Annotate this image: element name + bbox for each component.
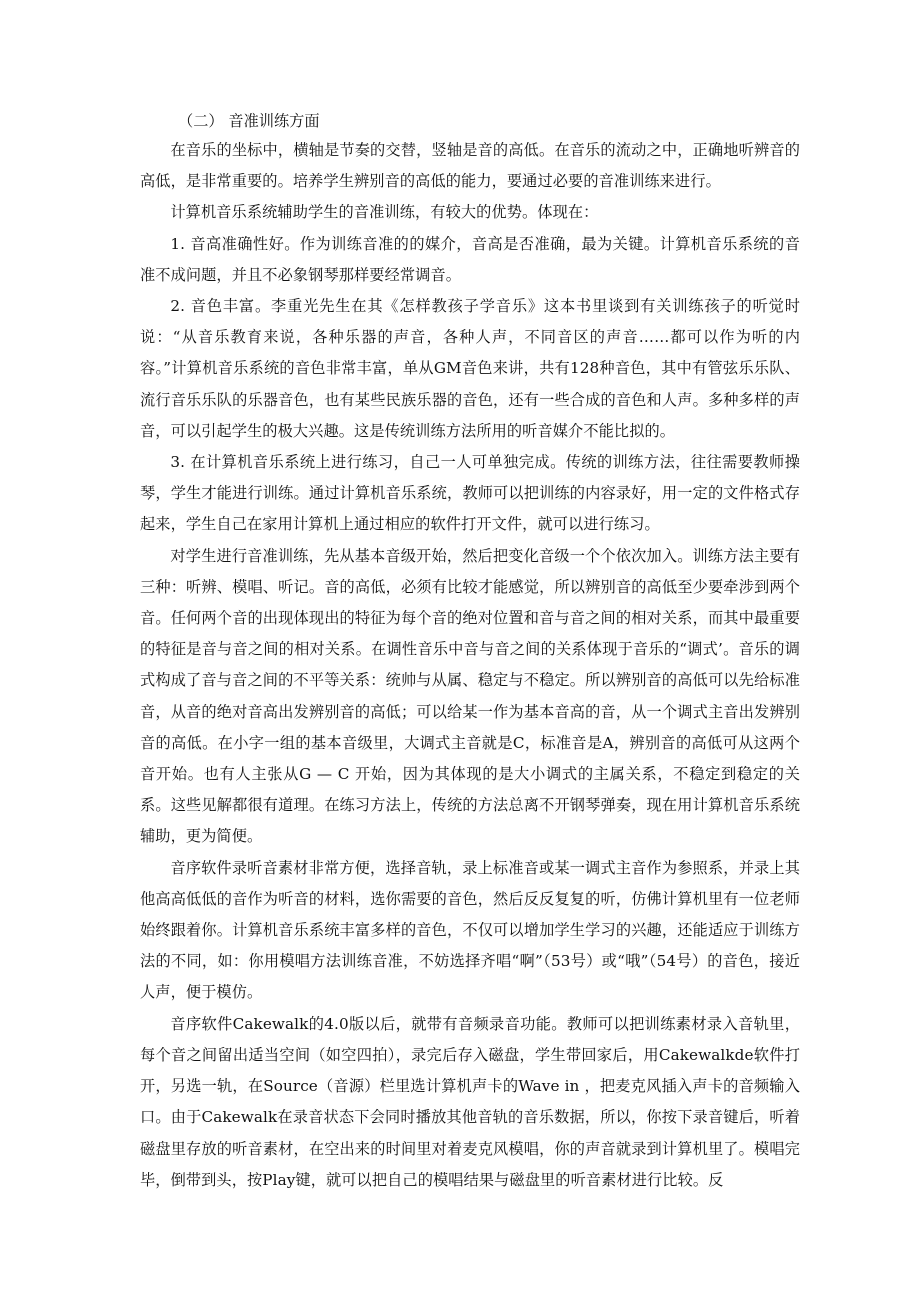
section-heading: （二） 音准训练方面 xyxy=(178,112,320,130)
paragraph-point-2: 2. 音色丰富。李重光先生在其《怎样教孩子学音乐》这本书里谈到有关训练孩子的听觉时说：“从音乐教育来说，各种乐器的声音，各种人声，不同音区的声音……都可以作为听的内容。”计算机音乐系统的音色非常丰富，单从GM音色来讲，共有128种音色，其中有管弦乐乐队、流行音乐乐队的乐器音色，也有某些民族乐器的音色，还有一些合成的音色和人声。多种多样的声音，可以引起学生的极大兴趣。这是传统训练方法所用的听音媒介不能比拟的。 xyxy=(140,297,800,440)
paragraph-sequencer: 音序软件录听音素材非常方便，选择音轨，录上标准音或某一调式主音作为参照系，并录上其他高高低低的音作为听音的材料，选你需要的音色，然后反反复复的听，仿佛计算机里有一位老师始终跟着你。计算机音乐系统丰富多样的音色，不仅可以增加学生学习的兴趣，还能适应于训练方法的不同，如：你用模唱方法训练音准，不妨选择齐唱“啊”（53号）或“哦”（54号）的音色，接近人声，便于模仿。 xyxy=(140,858,800,1002)
document-body xyxy=(140,108,800,1196)
paragraph-training-method: 对学生进行音准训练，先从基本音级开始，然后把变化音级一个个依次加入。训练方法主要有三种：听辨、模唱、听记。音的高低，必须有比较才能感觉，所以辨别音的高低至少要牵涉到两个音。任何两个音的出现体现出的特征为每个音的绝对位置和音与音之间的相对关系，而其中最重要的特征是音与音之间的相对关系。在调性音乐中音与音之间的关系体现于音乐的“调式’。音乐的调式构成了音与音之间的不平等关系：统帅与从属、稳定与不稳定。所以辨别音的高低可以先给标准音，从音的绝对音高出发辨别音的高低；可以给某一作为基本音高的音，从一个调式主音出发辨别音的高低。在小字一组的基本音级里，大调式主音就是C，标准音是A，辨别音的高低可从这两个音开始。也有人主张从G — C 开始，因为其体现的是大小调式的主属关系，不稳定到稳定的关系。这些见解都很有道理。在练习方法上，传统的方法总离不开钢琴弹奏，现在用计算机音乐系统辅助，更为简便。 xyxy=(140,546,800,846)
paragraph-intro: 在音乐的坐标中，横轴是节奏的交替，竖轴是音的高低。在音乐的流动之中，正确地听辨音的高低，是非常重要的。培养学生辨别音的高低的能力，要通过必要的音准训练来进行。 xyxy=(140,141,800,191)
paragraph-cakewalk: 音序软件Cakewalk的4.0版以后，就带有音频录音功能。教师可以把训练素材录入音轨里，每个音之间留出适当空间（如空四拍），录完后存入磁盘，学生带回家后，用Cakewalkde软件打开，另选一轨，在Source（音源）栏里选计算机声卡的Wave in ，把麦克风插入声卡的音频输入口。由于Cakewalk在录音状态下会同时播放其他音轨的音乐数据，所以，你按下录音键后，听着磁盘里存放的听音素材，在空出来的时间里对着麦克风模唱，你的声音就录到计算机里了。模唱完毕，倒带到头，按Play键，就可以把自己的模唱结果与磁盘里的听音素材进行比较。反 xyxy=(140,1014,800,1189)
paragraph-advantages: 计算机音乐系统辅助学生的音准训练，有较大的优势。体现在： xyxy=(170,203,599,222)
paragraph-point-1: 1. 音高准确性好。作为训练音准的的媒介，音高是否准确，最为关键。计算机音乐系统的音准不成问题，并且不必象钢琴那样要经常调音。 xyxy=(140,234,800,284)
paragraph-point-3: 3. 在计算机音乐系统上进行练习，自己一人可单独完成。传统的训练方法，往往需要教师操琴，学生才能进行训练。通过计算机音乐系统，教师可以把训练的内容录好，用一定的文件格式存起来，学生自己在家用计算机上通过相应的软件打开文件，就可以进行练习。 xyxy=(140,453,800,534)
